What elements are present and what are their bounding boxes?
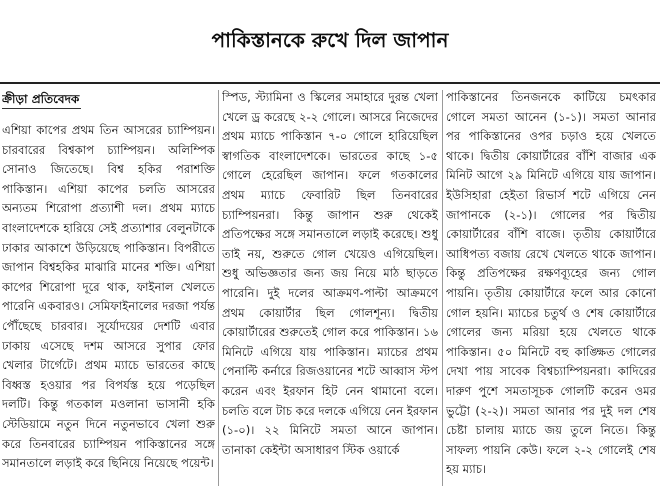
article-headline: পাকিস্তানকে রুখে দিল জাপান [211,28,449,52]
article-column-2 [222,88,438,488]
headline-divider [0,82,660,84]
byline: ক্রীড়া প্রতিবেদক [2,90,81,109]
column-2-text: স্পিড, স্ট্যামিনা ও স্কিলের সমাহারে দুরন্ত খেলা খেলে ড্র করেছে ২-২ গোলে। আসরে নিজেদের প্রথম ম্যাচে পাকিস্তান ৭-০ গোলে হারিয়েছিল স্বাগতিক বাংলাদেশকে। ভারতের কাছে ১-৫ গোলে হেরেছিল জাপান। ফলে গতকালের প্রথম ম্যাচে ফেবারিট ছিল তিনবারের চ্যাম্পিয়নরা। কিন্তু জাপান শুরু থেকেই প্রতিপক্ষের সঙ্গে সমানতালে লড়াই করেছে। শুধু তাই নয়, শুরুতে গোল খেয়েও এগিয়েছিল। শুধু অভিজ্ঞতার জন্য জয় নিয়ে মাঠ ছাড়তে পারেনি। দুই দলের আক্রমণ-পাল্টা আক্রমণে প্রথম কোয়ার্টার ছিল গোলশূন্য। দ্বিতীয় কোয়ার্টারের শুরুতেই গোল করে পাকিস্তান। ১৬ মিনিটে এগিয়ে যায় পাকিস্তান। ম্যাচের প্রথম পেনাল্টি কর্নারে রিজওয়ানের শটে আব্বাস স্টপ করেন এবং ইরফান হিট নেন থামানো বলে। চলতি বলে টাচ করে দলকে এগিয়ে নেন ইরফান (১-০)। ২২ মিনিটে সমতা আনে জাপান। তানাকা কেইন্টা অসাধারণ স্টিক ওয়ার্কে [222,90,438,457]
column-divider [442,90,443,486]
column-3-text: পাকিস্তানের তিনজনকে কাটিয়ে চমৎকার গোলে সমতা আনেন (১-১)। সমতা আনার পর পাকিস্তানের ওপর চড়াও হয়ে খেলতে থাকে। দ্বিতীয় কোয়ার্টারের বাঁশি বাজার এক মিনিট আগে ২৯ মিনিটে এগিয়ে যায় জাপান। ইউসিহারা হেইতা রিভার্স শটে এগিয়ে নেন জাপানকে (২-১)। গোলের পর দ্বিতীয় কোয়ার্টারের বাঁশি বাজে। তৃতীয় কোয়ার্টারে আধিপত্য বজায় রেখে খেলতে থাকে জাপান। কিন্তু প্রতিপক্ষের রক্ষণব্যূহের জন্য গোল পায়নি। তৃতীয় কোয়ার্টারে ফলে আর কোনো গোল হয়নি। ম্যাচের চতুর্থ ও শেষ কোয়ার্টারে গোলের জন্য মরিয়া হয়ে খেলতে থাকে পাকিস্তান। ৫০ মিনিটে বহু কাঙ্ক্ষিত গোলের দেখা পায় সাবেক বিশ্বচ্যাম্পিয়নরা। কাদিরের দারুণ পুশে সমতাসূচক গোলটি করেন ওমর ভুট্টো (২-২)। সমতা আনার পর দুই দল শেষ চেষ্টা চালায় ম্যাচে জয় তুলে নিতে। কিন্তু সাফল্য পায়নি কেউ। ফলে ২-২ গোলেই শেষ হয় ম্যাচ। [446,90,656,477]
article-column-1 [2,88,215,488]
article-column-3 [446,88,656,488]
column-1-text: এশিয়া কাপের প্রথম তিন আসরের চ্যাম্পিয়ন। চারবারের বিশ্বকাপ চ্যাম্পিয়ন। অলিম্পিক সোনাও জিতেছে। বিশ্ব হকির পরাশক্তি পাকিস্তান। এশিয়া কাপের চলতি আসরের অন্যতম শিরোপা প্রত্যাশী দল। প্রথম ম্যাচে বাংলাদেশকে হারিয়ে সেই প্রত্যাশার বেলুনটাকে ঢাকার আকাশে উড়িয়েছে পাকিস্তান। বিপরীতে জাপান বিশ্বহকির মাঝারি মানের শক্তি। এশিয়া কাপের শিরোপা দূরে থাক, ফাইনাল খেলতে পারেনি একবারও। সেমিফাইনালের দরজা পর্যন্ত পৌঁছেছে চারবার। সূর্যোদয়ের দেশটি এবার ঢাকায় এসেছে দশম আসরে সুপার ফোর খেলার টার্গেটে। প্রথম ম্যাচে ভারতের কাছে বিধ্বস্ত হওয়ার পর বিপর্যস্ত হয়ে পড়েছিল দলটি। কিন্তু গতকাল মওলানা ভাসানী হকি স্টেডিয়ামে নতুন দিনে নতুনভাবে খেলা শুরু করে তিনবারের চ্যাম্পিয়ন পাকিস্তানের সঙ্গে সমানতালে লড়াই করে ছিনিয়ে নিয়েছে পয়েন্ট। [2,123,215,471]
column-divider [218,90,219,486]
